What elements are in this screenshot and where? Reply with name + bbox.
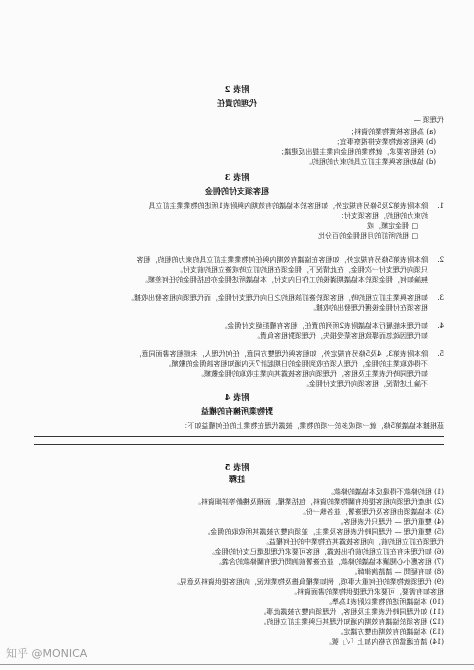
divider-line [34,436,444,437]
note-line: (7) 租客應小心閱讀本協議的條款，並在簽署前詢問代理有關條款的含義。 [214,558,444,566]
note-line: (2) 地產代理須向租客提供有關物業的資料，包括業權、面積及樓齡等詳細資料。 [193,498,444,506]
note-line: 租客如有需要，可要求代理提供物業的書面資料。 [290,588,444,596]
paragraph-line: 如代理同時代表業主及租客，代理須向租客披露其向業主收取的佣金數額。 [197,370,428,378]
note-line: (11) 如代理同時代表業主及租客，代理須向雙方披露此事。 [259,608,444,616]
paragraph-number: 1. [437,202,444,210]
watermark: 知乎 @MONICA [6,647,88,660]
paragraph-number: 5. [437,350,444,358]
note-line: (5) 雙重代理 — 代理同時代表租客及業主，並須向雙方披露其所收取的佣金。 [203,528,444,536]
paragraph-line: 除本附表第2及5條另有規定外，如租客於本協議的有效期內與附表1所述的物業業主訂立具 [148,202,428,210]
paragraph-line: 約束力的租約，租客須支付： [337,212,428,220]
note-line: (4) 雙重代理 — 代理只代表租客。 [336,518,444,526]
appendix-3-label: 附表 3 [224,172,250,182]
appendix-2-label: 附表 2 [224,84,250,94]
appendix-3-title: 租客須支付的佣金 [205,186,269,196]
note-line: (9) 代理須就物業的任何重大事項，例如業權負擔及物業狀況，向租客提供資料及意見。 [172,578,444,586]
appendix-2-title: 代理的責任 [217,98,257,108]
note-line: (13) 本協議的有效期由雙方議定。 [336,628,444,636]
paragraph-line: 如代理未能履行本協議附表2所列的責任，租客有權拒絕支付佣金。 [220,322,428,330]
note-line: (14) 請在適當的方格內加上「✓」號。 [324,638,444,646]
paragraph-line: 除本附表第3、4及5條另有規定外，如租客與代理雙方同意，任何代理人，未經租客書面同意， [134,350,428,358]
note-line: (6) 如代理未有在訂立租約前作出披露，租客可要求代理退還已支付的佣金。 [207,548,444,556]
appendix-2-item: (c) 按租客要求，就物業的租金向業主提出反建議； [277,148,436,156]
appendix-5-label: 附表 5 [224,462,250,472]
paragraph-line: 除本附表第5條另有規定外，如租客在協議有效期內與任何物業業主訂立具約束力的租約，租客 [136,256,428,264]
appendix-4-body: 茲根據本協議第5條，就一項或多於一項的物業，披露代理在物業上的任何權益如下： [180,422,444,430]
paragraph-line: 如代理因疏忽而導致租客蒙受損失，代理須對租客負責。 [253,332,428,340]
paragraph-number: 4. [437,322,444,330]
appendix-4-title: 對物業所擁有的權益 [201,406,273,416]
note-line: (10) 本協議所述的物業以附表1為準。 [324,598,444,606]
paragraph-line: 不得收取業主的佣金，代理人須在收到佣金的日期起計7天內通知租客該佣金的數額。 [164,360,428,368]
note-line: 代理須在訂立租約前，向租客披露其在物業中的任何權益。 [262,538,444,546]
paragraph-line: 租客須在付佣金後獲代理發出的收據。 [309,304,428,312]
note-line: (12) 租客須於協議有效期內通知代理其已與業主訂立租約。 [259,618,444,626]
paragraph-number: 3. [437,294,444,302]
note-line: (8) 如有疑問 — 請諮詢律師。 [350,568,444,576]
paragraph-line: 無論如何，佣金須於本協議期滿後的工作日內支付，本協議所述佣金亦包括佣金的任何差額。 [141,276,428,284]
appendix-5-title: 註釋 [229,474,245,484]
appendix-2-item: (a) 為租客核實物業的資料； [347,128,436,136]
checkbox-option: □ 租約所訂的月租佣金的百分比 [318,232,418,240]
paragraph-number: 2. [437,256,444,264]
page-edge-line [0,664,474,665]
note-line: (1) 租約條款不得違反本協議的條款。 [326,488,444,496]
paragraph-line: 不論上述情況，租客須向代理支付佣金。 [302,380,428,388]
appendix-2-item: (b) 與租客就物業安排視察事宜； [332,138,436,146]
checkbox-option: □ 佣金定額，或 [367,222,418,230]
appendix-4-label: 附表 4 [224,392,250,402]
paragraph-line: 只須向代理支付一次佣金，在此情況下，佣金須在租約訂立時或簽立租約前支付。 [176,266,428,274]
divider-line [34,444,444,445]
paragraph-line: 如租客與業主訂立租約時，租客須於簽訂該租約之日向代理支付佣金，而代理須向租客發出收據。 [127,294,428,302]
appendix-2-section-heading: 代理須 — [413,116,444,124]
appendix-2-item: (d) 協助租客與業主訂立具約束力的租約。 [304,158,436,166]
note-line: (3) 本協議須由租客及代理簽署，並各執一份。 [298,508,444,516]
